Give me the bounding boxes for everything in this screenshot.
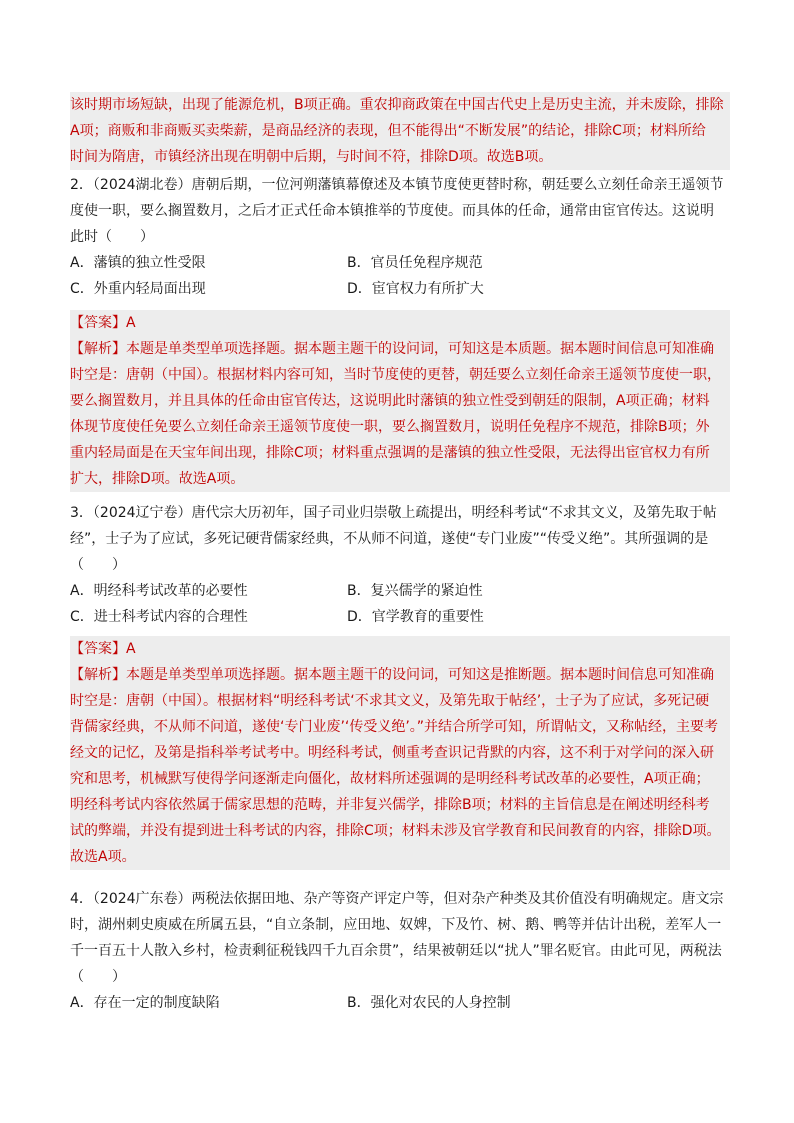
option-row [70, 990, 730, 1016]
stem-line: 经”，士子为了应试，多死记硬背儒家经典，不从师不问道，遂使“专门业废”“传受义绝”。其所强调的是 [70, 531, 709, 547]
q1-analysis-continuation [70, 92, 730, 170]
q3-answer-block [70, 636, 730, 870]
stem-line: 此时（ ） [70, 229, 154, 245]
analysis-line: 要么搁置数月，并且具体的任命由宦官传达，这说明此时藩镇的独立性受到朝廷的限制，A项正确；材料 [70, 393, 710, 409]
stem-line: （ ） [70, 969, 126, 985]
analysis-line: 经文的记忆，及第是指科举考试考中。明经科考试，侧重考查识记背默的内容，这不利于对学问的深入研 [70, 745, 714, 761]
stem-line: 4．（2024广东卷）两税法依据田地、杂产等资产评定户等，但对杂产种类及其价值没有明确规定。唐文宗 [70, 891, 724, 907]
option-row [70, 276, 730, 302]
question-stem [70, 500, 730, 578]
option-c: C．进士科考试内容的合理性 [70, 609, 248, 625]
option-row [70, 250, 730, 276]
option-b: B．强化对农民的人身控制 [347, 995, 511, 1011]
analysis-line: 体现节度使任免要么立刻任命亲王遥领节度使一职，要么搁置数月，说明任免程序不规范，排除B项；外 [70, 419, 710, 435]
analysis-line: 试的弊端，并没有提到进士科考试的内容，排除C项；材料未涉及官学教育和民间教育的内容，排除D项。 [70, 823, 721, 839]
option-row [70, 604, 730, 630]
analysis-line: 重内轻局面是在天宝年间出现，排除C项；材料重点强调的是藩镇的独立性受限，无法得出宦官权力有所 [70, 445, 710, 461]
option-b: B．复兴儒学的紧迫性 [347, 583, 483, 599]
option-b: B．官员任免程序规范 [347, 255, 483, 271]
question-4 [70, 886, 730, 1016]
answer-label: 【答案】A [70, 641, 136, 657]
option-a: A．存在一定的制度缺陷 [70, 995, 220, 1011]
options [70, 990, 730, 1016]
analysis-line: 时空是：唐朝（中国）。根据材料“明经科考试‘不求其文义，及第先取于帖经’，士子为了应试，多死记硬 [70, 693, 710, 709]
options [70, 578, 730, 630]
question-stem [70, 172, 730, 250]
analysis-line: 时间为隋唐，市镇经济出现在明朝中后期，与时间不符，排除D项。故选B项。 [70, 149, 553, 165]
stem-line: 千一百五十人散入乡村，检责剩征税钱四千九百余贯”，结果被朝廷以“扰人”罪名贬官。由此可见，两税法 [70, 943, 722, 959]
stem-line: （ ） [70, 557, 126, 573]
analysis-line: 该时期市场短缺，出现了能源危机，B项正确。重农抑商政策在中国古代史上是历史主流，并未废除，排除 [70, 97, 724, 113]
question-2 [70, 172, 730, 302]
stem-line: 度使一职，要么搁置数月，之后才正式任命本镇推举的节度使。而具体的任命，通常由宦官传达。这说明 [70, 203, 714, 219]
analysis-line: A项；商贩和非商贩买卖柴薪，是商品经济的表现，但不能得出“不断发展”的结论，排除C项；材料所给 [70, 123, 706, 139]
analysis-line: 扩大，排除D项。故选A项。 [70, 471, 245, 487]
analysis-line: 【解析】本题是单类型单项选择题。据本题主题干的设问词，可知这是推断题。据本题时间信息可知准确 [70, 667, 714, 683]
stem-line: 时，湖州刺史庾威在所属五县，“自立条制，应田地、奴婢，下及竹、树、鹅、鸭等并估计出税，差军人一 [70, 917, 722, 933]
question-stem [70, 886, 730, 990]
stem-line: 2．（2024湖北卷）唐朝后期，一位河朔藩镇幕僚述及本镇节度使更替时称，朝廷要么立刻任命亲王遥领节 [70, 177, 724, 193]
option-d: D．官学教育的重要性 [347, 609, 484, 625]
option-c: C．外重内轻局面出现 [70, 281, 206, 297]
options [70, 250, 730, 302]
analysis-line: 故选A项。 [70, 849, 136, 865]
stem-line: 3．（2024辽宁卷）唐代宗大历初年，国子司业归崇敬上疏提出，明经科考试“不求其文义，及第先取于帖 [70, 505, 717, 521]
analysis-line: 明经科考试内容依然属于儒家思想的范畴，并非复兴儒学，排除B项；材料的主旨信息是在阐述明经科考 [70, 797, 710, 813]
analysis-line: 时空是：唐朝（中国）。根据材料内容可知，当时节度使的更替，朝廷要么立刻任命亲王遥领节度使一职， [70, 367, 721, 383]
analysis-line: 背儒家经典，不从师不问道，遂使‘专门业废’‘传受义绝’。”并结合所学可知，所谓帖文，又称帖经，主要考 [70, 719, 719, 735]
option-a: A．藩镇的独立性受限 [70, 255, 206, 271]
option-row [70, 578, 730, 604]
option-d: D．宦官权力有所扩大 [347, 281, 484, 297]
option-a: A．明经科考试改革的必要性 [70, 583, 248, 599]
q2-answer-block [70, 310, 730, 492]
question-3 [70, 500, 730, 630]
analysis-line: 究和思考，机械默写使得学问逐渐走向僵化，故材料所述强调的是明经科考试改革的必要性，A项正确； [70, 771, 710, 787]
analysis-line: 【解析】本题是单类型单项选择题。据本题主题干的设问词，可知这是本质题。据本题时间信息可知准确 [70, 341, 714, 357]
answer-label: 【答案】A [70, 315, 136, 331]
